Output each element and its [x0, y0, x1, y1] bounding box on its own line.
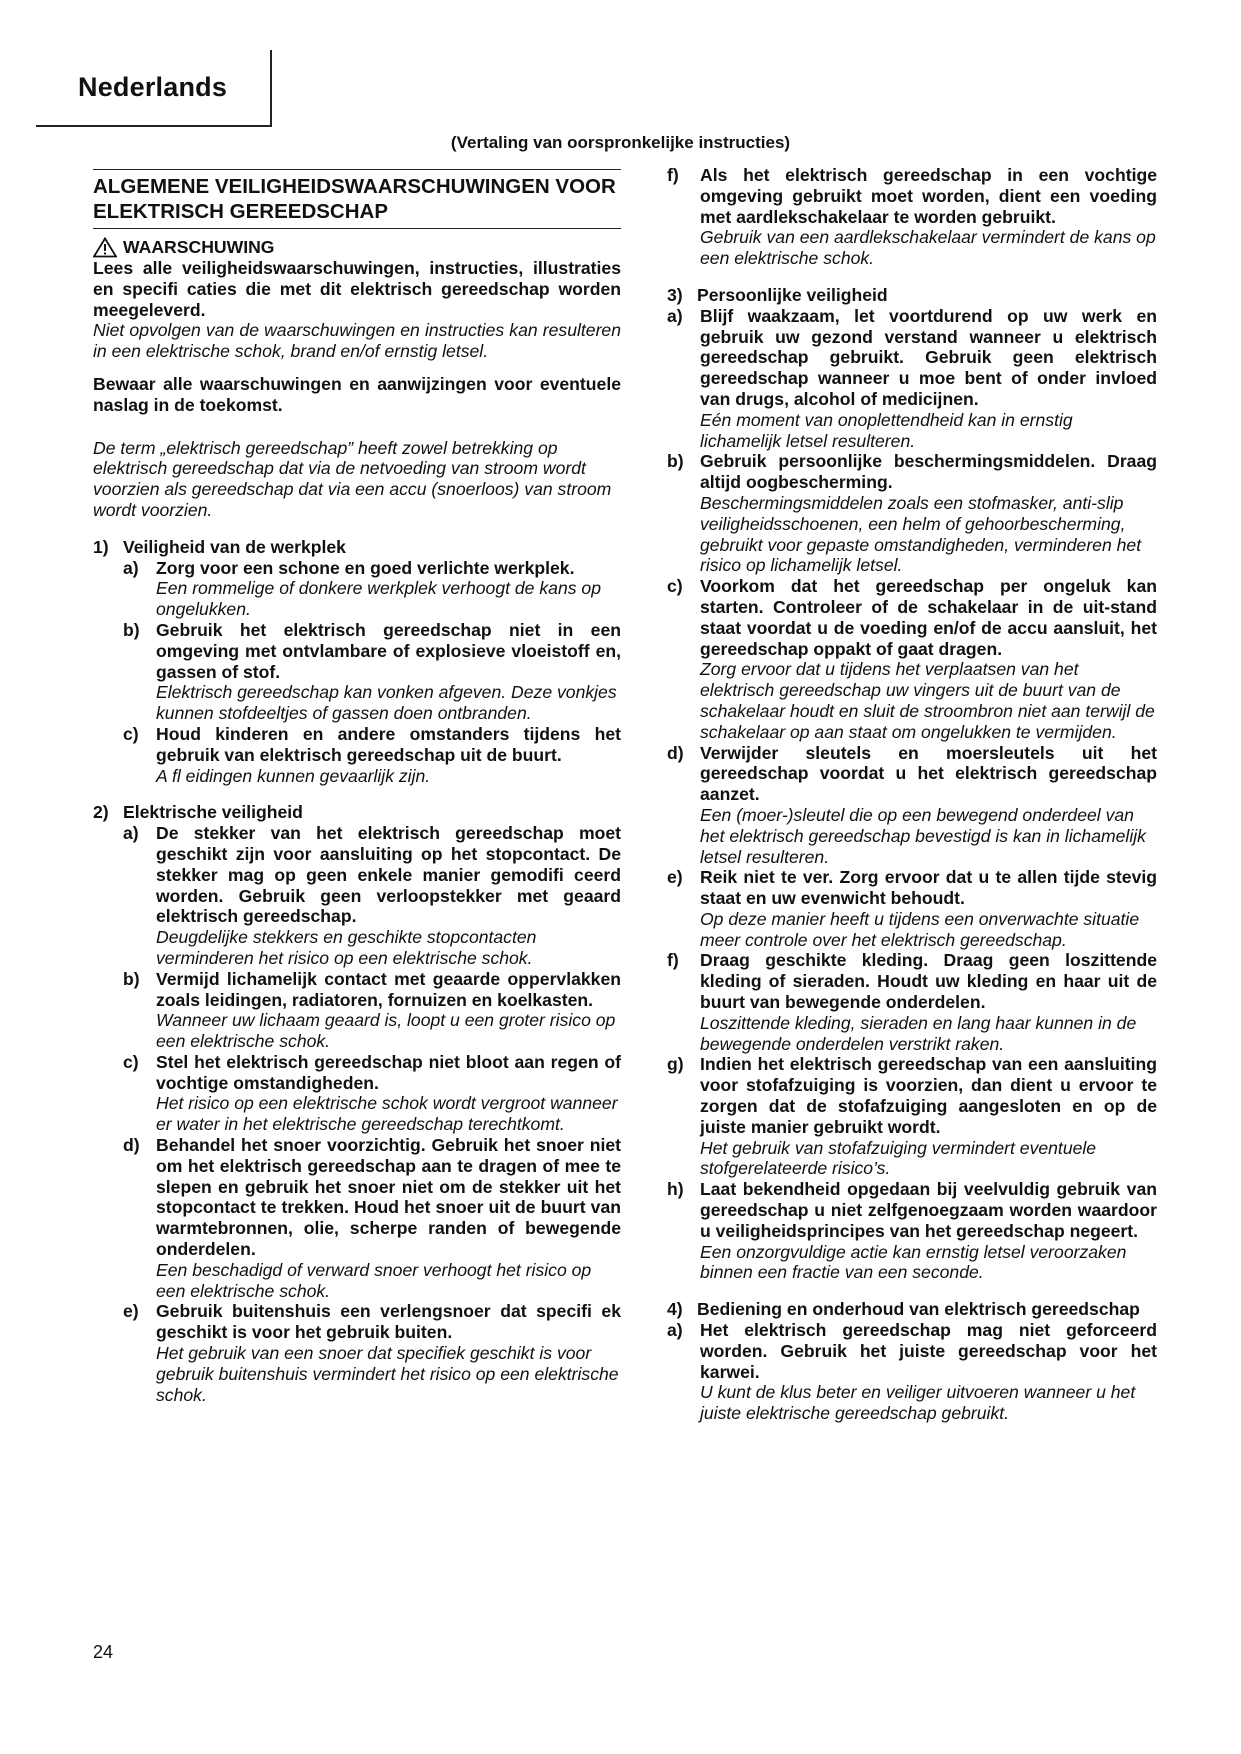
intro-italic: Niet opvolgen van de waarschuwingen en instructies kan resulteren in een elektrische schok, brand en/of ernstig letsel. — [93, 320, 621, 362]
list-item: c) Voorkom dat het gereedschap per ongeluk kan starten. Controleer of de schakelaar in de uit-stand staat voordat u de voeding en/of de accu aansluit, het gereedschap oppakt of gaat dragen. Zorg ervoor dat u tijdens het verplaatsen van het elektrisch gereedschap uw vingers uit de buurt van de schakelaar houdt en sluit de stroombron niet aan terwijl de schakelaar op aan staat om ongelukken te vermijden. — [667, 576, 1157, 742]
list-item: a) Zorg voor een schone en goed verlichte werkplek. Een rommelige of donkere werkplek verhoogt de kans op ongelukken. — [123, 557, 601, 620]
warning-label: WAARSCHUWING — [123, 237, 275, 258]
list-item: c) Stel het elektrisch gereedschap niet bloot aan regen of vochtige omstandigheden. Het risico op een elektrische schok wordt vergroot wanneer er water in het elektrische gereedschap terechtkomt. — [123, 1051, 621, 1135]
list-item: a) Blijf waakzaam, let voortdurend op uw werk en gebruik uw gezond verstand wanneer u elektrisch gereedschap gebruikt. Gebruik geen elektrisch gereedschap wanneer u moe bent of onder invloed van drugs, alcohol of medicijnen. Eén moment van onoplettendheid kan in ernstig lichamelijk letsel resulteren. — [667, 305, 1157, 451]
intro-bold: Lees alle veiligheidswaarschuwingen, instructies, illustraties en specifi caties die met dit elektrisch gereedschap worden meegeleverd. — [93, 258, 621, 320]
list-item: e) Reik niet te ver. Zorg ervoor dat u te allen tijde stevig staat en uw evenwicht behoudt. Op deze manier heeft u tijdens een onverwachte situatie meer controle over het elektrisch gereedschap. — [667, 867, 1157, 950]
divider — [93, 228, 621, 229]
section-1-items — [93, 558, 621, 787]
section-2-heading: 2) Elektrische veiligheid — [93, 802, 303, 823]
list-item: b) Gebruik persoonlijke beschermingsmiddelen. Draag altijd oogbescherming. Beschermingsmiddelen zoals een stofmasker, anti-slip veiligheidsschoenen, een helm of gehoorbescherming, gebruikt voor gepaste omstandigheden, verminderen het risico op lichamelijk letsel. — [667, 451, 1157, 576]
section-2-items — [93, 823, 621, 1405]
section-3-heading: 3) Persoonlijke veiligheid — [667, 284, 888, 305]
keep-instructions: Bewaar alle waarschuwingen en aanwijzingen voor eventuele naslag in de toekomst. — [93, 373, 621, 415]
section-4-heading: 4) Bediening en onderhoud van elektrisch gereedschap — [667, 1299, 1140, 1320]
list-item: d) Behandel het snoer voorzichtig. Gebruik het snoer niet om het elektrisch gereedschap aan te dragen of mee te slepen en gebruik het snoer niet om de stekker uit het stopcontact te trekken. Houd het snoer uit de buurt van warmtebronnen, olie, scherpe randen of bewegende onderdelen. Een beschadigd of verward snoer verhoogt het risico op een elektrische schok. — [123, 1135, 621, 1301]
list-item: a) Het elektrisch gereedschap mag niet geforceerd worden. Gebruik het juiste gereedschap voor het karwei. U kunt de klus beter en veiliger uitvoeren wanneer u het juiste elektrische gereedschap gebruikt. — [667, 1320, 1157, 1424]
page-number: 24 — [93, 1642, 114, 1662]
list-item: f) Als het elektrisch gereedschap in een vochtige omgeving gebruikt moet worden, dient een voeding met aardlekschakelaar te worden gebruikt. Gebruik van een aardlekschakelaar vermindert de kans op een elektrische schok. — [667, 165, 1157, 269]
list-item: h) Laat bekendheid opgedaan bij veelvuldig gebruik van gereedschap u niet zelfgenoegzaam worden waardoor u veiligheidsprincipes van het gereedschap negeert. Een onzorgvuldige actie kan ernstig letsel veroorzaken binnen een fractie van een seconde. — [667, 1179, 1157, 1283]
section-4-items — [667, 1320, 1157, 1424]
left-column — [93, 165, 621, 1405]
list-item: d) Verwijder sleutels en moersleutels uit het gereedschap voordat u het elektrisch gereedschap aanzet. Een (moer-)sleutel die op een bewegend onderdeel van het elektrisch gereedschap bevestigd is kan in lichamelijk letsel resulteren. — [667, 742, 1157, 867]
divider — [93, 169, 621, 170]
term-definition: De term „elektrisch gereedschap” heeft zowel betrekking op elektrisch gereedschap dat via de netvoeding van stroom wordt voorzien als gereedschap dat via een accu (snoerloos) van stroom wordt voorzien. — [93, 437, 612, 520]
section-heading: ALGEMENE VEILIGHEIDSWAARSCHUWINGEN VOOR ELEKTRISCH GEREEDSCHAP — [93, 175, 616, 223]
warning-heading — [93, 237, 621, 258]
list-item: e) Gebruik buitenshuis een verlengsnoer dat specifi ek geschikt is voor het gebruik buiten. Het gebruik van een snoer dat specifiek geschikt is voor gebruik buitenshuis vermindert het risico op een elektrische schok. — [123, 1301, 621, 1405]
section-1-heading: 1) Veiligheid van de werkplek — [93, 536, 346, 557]
warning-triangle-icon — [93, 237, 117, 258]
list-item: c) Houd kinderen en andere omstanders tijdens het gebruik van elektrisch gereedschap uit de buurt. A fl eidingen kunnen gevaarlijk zijn. — [123, 723, 621, 786]
language-label: Nederlands — [78, 72, 228, 102]
list-item: f) Draag geschikte kleding. Draag geen loszittende kleding of sieraden. Houdt uw kleding en haar uit de buurt van bewegende onderdelen. Loszittende kleding, sieraden en lang haar kunnen in de bewegende onderdelen verstrikt raken. — [667, 950, 1157, 1054]
language-tab — [36, 50, 272, 127]
list-item: b) Vermijd lichamelijk contact met geaarde oppervlakken zoals leidingen, radiatoren, fornuizen en koelkasten. Wanneer uw lichaam geaard is, loopt u een groter risico op een elektrische schok. — [123, 968, 621, 1052]
list-item: a) De stekker van het elektrisch gereedschap moet geschikt zijn voor aansluiting op het stopcontact. De stekker mag op geen enkele manier gemodifi ceerd worden. Gebruik geen verloopstekker met geaard elektrisch gereedschap. Deugdelijke stekkers en geschikte stopcontacten verminderen het risico op een elektrische schok. — [123, 823, 621, 968]
list-item: b) Gebruik het elektrisch gereedschap niet in een omgeving met ontvlambare of explosieve vloeistoff en, gassen of stof. Elektrisch gereedschap kan vonken afgeven. Deze vonkjes kunnen stofdeeltjes of gassen doen ontbranden. — [123, 619, 621, 724]
list-item: g) Indien het elektrisch gereedschap van een aansluiting voor stofafzuiging is voorzien, dan dient u ervoor te zorgen dat de stofafzuiging aangesloten en op de juiste manier gebruikt wordt. Het gebruik van stofafzuiging vermindert eventuele stofgerelateerde risico’s. — [667, 1054, 1157, 1179]
translation-subtitle: (Vertaling van oorspronkelijke instructies) — [450, 133, 791, 152]
right-column — [667, 165, 1157, 1424]
section-3-items — [667, 306, 1157, 1283]
